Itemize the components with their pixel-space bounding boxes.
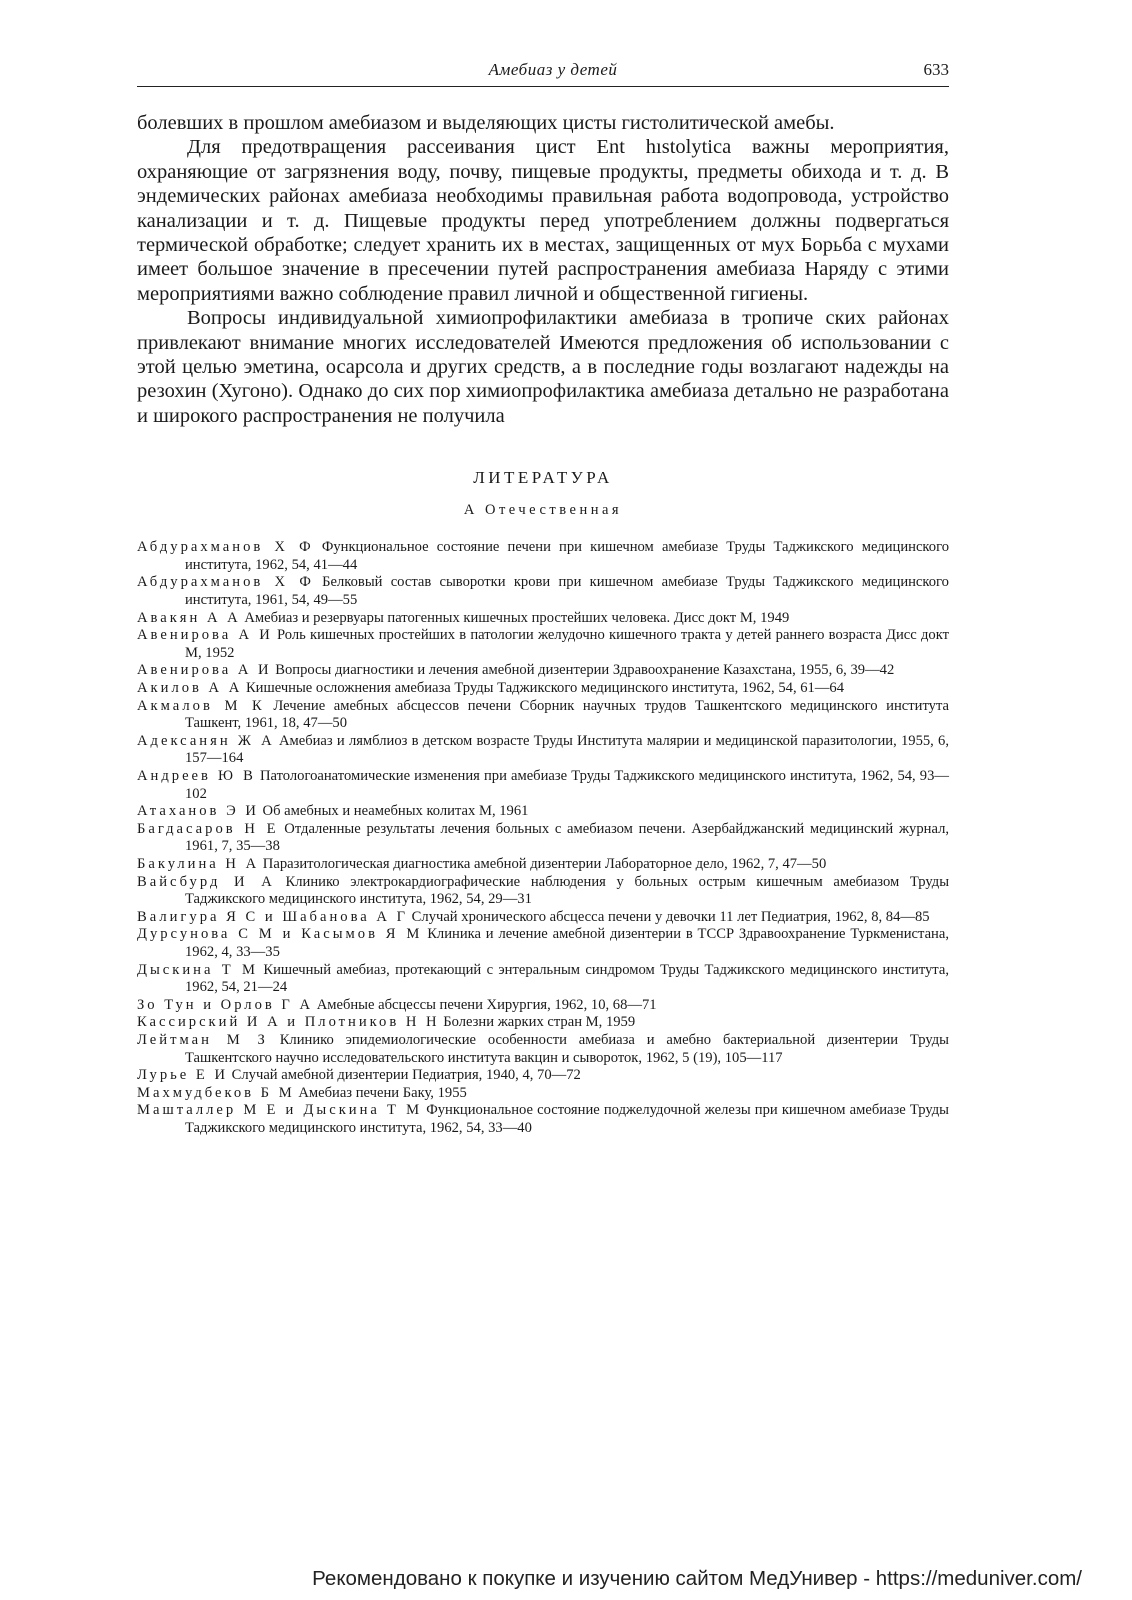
- reference-author: Махмудбеков Б М: [137, 1084, 295, 1101]
- page-number: 633: [923, 60, 949, 79]
- reference-entry: [137, 803, 949, 821]
- reference-author: Машталлер М Е и Дыскина Т М: [137, 1102, 423, 1119]
- reference-text: Кишечные осложнения амебиаза Труды Таджикского медицинского института, 1962, 54, 61—64: [242, 680, 845, 697]
- reference-text: Кишечный амебиаз, протекающий с энтеральным синдромом Труды Таджикского медицинского института, 1962, 54, 21—24: [185, 961, 949, 996]
- reference-author: Дурсунова С М и Касымов Я М: [137, 926, 423, 943]
- reference-text: Клиника и лечение амебной дизентерии в ТССР Здравоохранение Туркменистана, 1962, 4, 33—35: [185, 926, 949, 960]
- reference-text: Амебные абсцессы печени Хирургия, 1962, 10, 68—71: [313, 996, 657, 1013]
- literature-subheading: А Отечественная: [463, 502, 623, 519]
- reference-entry: [137, 662, 949, 680]
- reference-entry: [137, 874, 949, 909]
- reference-entry: [137, 698, 949, 733]
- book-page: [137, 58, 949, 1137]
- reference-text: Функциональное состояние поджелудочной железы при кишечном амебиазе Труды Таджикского медицинского института, 1962, 54, 33—40: [185, 1102, 949, 1136]
- reference-author: Багдасаров Н Е: [137, 820, 279, 837]
- body-text: [137, 111, 949, 428]
- reference-author: Авенирова А И: [137, 627, 273, 644]
- reference-text: Роль кишечных простейших в патологии желудочно кишечного тракта у детей раннего возраста Дисс докт М, 1952: [185, 627, 949, 661]
- reference-entry: [137, 1014, 949, 1032]
- reference-entry: [137, 610, 949, 628]
- reference-author: Атаханов Э И: [137, 803, 259, 820]
- footer-recommendation[interactable]: Рекомендовано к покупке и изучению сайтом МедУнивер - https://meduniver.com/: [312, 1567, 1082, 1590]
- reference-author: Абдурахманов Х Ф: [137, 539, 314, 556]
- reference-text: Вопросы диагностики и лечения амебной дизентерии Здравоохранение Казахстана, 1955, 6, 39—42: [271, 662, 895, 679]
- reference-text: Об амебных и неамебных колитах М, 1961: [258, 803, 529, 820]
- reference-text: Белковый состав сыворотки крови при кишечном амебиазе Труды Таджикского медицинского института, 1961, 54, 49—55: [185, 574, 949, 609]
- reference-entry: [137, 768, 949, 803]
- reference-entry: [137, 997, 949, 1015]
- reference-entry: [137, 821, 949, 856]
- reference-text: Случай хронического абсцесса печени у девочки 11 лет Педиатрия, 1962, 8, 84—85: [408, 908, 930, 925]
- running-header: [137, 58, 949, 87]
- reference-entry: [137, 539, 949, 574]
- reference-author: Абдурахманов Х Ф: [137, 574, 314, 591]
- reference-text: Клинико эпидемиологические особенности амебиаза и амебно бактериальной дизентерии Труды Ташкентского научно исследовательского института вакцин и сывороток, 1962, 5 (19), 105—117: [185, 1031, 949, 1066]
- reference-author: Бакулина Н А: [137, 855, 260, 872]
- reference-author: Андреев Ю В: [137, 768, 256, 784]
- reference-entry: [137, 926, 949, 961]
- reference-author: Валигура Я С и Шабанова А Г: [137, 908, 409, 925]
- literature-heading: ЛИТЕРАТУРА: [473, 468, 613, 488]
- reference-text: Патологоанатомические изменения при амебиазе Труды Таджикского медицинского института, 1962, 54, 93—102: [185, 768, 949, 802]
- reference-entry: [137, 1032, 949, 1067]
- reference-author: Акилов А А: [137, 680, 243, 697]
- reference-text: Паразитологическая диагностика амебной дизентерии Лабораторное дело, 1962, 7, 47—50: [259, 855, 827, 872]
- reference-author: Кассирский И А и Плотников Н Н: [137, 1014, 440, 1031]
- reference-entry: [137, 909, 949, 927]
- reference-author: Лейтман М З: [137, 1031, 268, 1048]
- reference-entry: [137, 627, 949, 662]
- reference-author: Вайсбурд И А: [137, 873, 275, 890]
- reference-author: Авенирова А И: [137, 662, 272, 679]
- reference-author: Лурье Е И: [137, 1067, 229, 1084]
- reference-text: Лечение амебных абсцессов печени Сборник научных трудов Ташкентского медицинского института Ташкент, 1961, 18, 47—50: [185, 697, 949, 732]
- reference-author: Акмалов М К: [137, 697, 265, 714]
- paragraph: болевших в прошлом амебиазом и выделяющих цисты гистолитической амебы.: [137, 112, 835, 134]
- paragraph: Для предотвращения рассеивания цист Ent hıstolytica важны мероприятия, охраняющие от загрязнения воду, почву, пищевые продукты, предметы обихода и т. д. В эндемических районах амебиаза необходимы правильная работа водопровода, устройство канализации и т. д. Пищевые продукты перед употреблением должны подвергаться термической обработке; следует хранить их в местах, защищенных от мух Борьба с мухами имеет большое значение в пресечении путей распространения амебиаза Наряду с этими мероприятиями важно соблюдение правил личной и общественной гигиены.: [137, 136, 949, 305]
- reference-entry: [137, 1102, 949, 1137]
- reference-text: Болезни жарких стран М, 1959: [439, 1014, 636, 1031]
- reference-entry: [137, 733, 949, 768]
- reference-text: Случай амебной дизентерии Педиатрия, 1940, 4, 70—72: [228, 1067, 581, 1084]
- reference-entry: [137, 962, 949, 997]
- reference-text: Амебиаз и резервуары патогенных кишечных простейших человека. Дисс докт М, 1949: [240, 609, 790, 626]
- paragraph: Вопросы индивидуальной химиопрофилактики амебиаза в тропиче ских районах привлекают внимание многих исследователей Имеются предложения об использовании с этой целью эметина, осарсола и других средств, а в последние годы возлагают надежды на резохин (Хугоно). Однако до сих пор химиопрофилактика амебиаза детально не разработана и широкого распространения не получила: [137, 307, 949, 427]
- reference-text: Амебиаз и лямблиоз в детском возрасте Труды Института малярии и медицинской паразитологии, 1955, 6, 157—164: [185, 732, 949, 767]
- reference-author: Адексанян Ж А: [137, 732, 275, 749]
- reference-entry: [137, 574, 949, 609]
- reference-entry: [137, 1067, 949, 1085]
- reference-entry: [137, 680, 949, 698]
- reference-text: Клинико электрокардиографические наблюдения у больных острым кишечным амебиазом Труды Таджикского медицинского института, 1962, 54, 29—31: [185, 873, 949, 908]
- reference-entry: [137, 1085, 949, 1103]
- reference-author: Дыскина Т М: [137, 961, 259, 978]
- reference-author: Авакян А А: [137, 609, 241, 626]
- reference-text: Отдаленные результаты лечения больных с амебиазом печени. Азербайджанский медицинский журнал, 1961, 7, 35—38: [185, 820, 950, 855]
- running-title: Амебиаз у детей: [488, 60, 618, 79]
- reference-list: [137, 539, 949, 1137]
- reference-entry: [137, 856, 949, 874]
- reference-text: Функциональное состояние печени при кишечном амебиазе Труды Таджикского медицинского института, 1962, 54, 41—44: [185, 539, 949, 573]
- reference-author: Зо Тун и Орлов Г А: [137, 996, 314, 1013]
- reference-text: Амебиаз печени Баку, 1955: [294, 1084, 467, 1101]
